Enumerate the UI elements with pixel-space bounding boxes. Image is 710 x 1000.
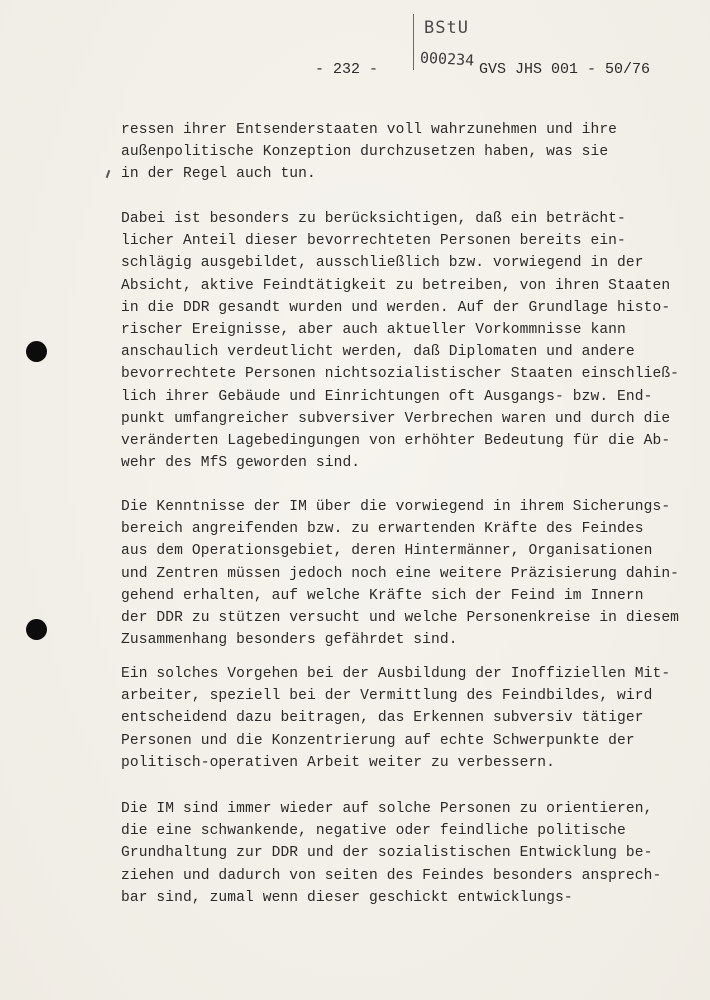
text-line: wehr des MfS geworden sind. <box>121 455 361 472</box>
text-line: veränderten Lagebedingungen von erhöhter Bedeutung für die Ab- <box>121 432 671 449</box>
paragraph-1 <box>121 119 691 186</box>
text-line: politisch-operativen Arbeit weiter zu verbessern. <box>121 754 556 771</box>
text-line: aus dem Operationsgebiet, deren Hintermänner, Organisationen <box>121 543 653 560</box>
text-line: anschaulich verdeutlicht werden, daß Diplomaten und andere <box>121 344 635 361</box>
text-line: Absicht, aktive Feindtätigkeit zu betreiben, von ihren Staaten <box>121 277 671 294</box>
text-line: in der Regel auch tun. <box>121 166 316 183</box>
text-line: Grundhaltung zur DDR und der sozialistischen Entwicklung be- <box>121 845 653 862</box>
text-line: ziehen und dadurch von seiten des Feindes besonders ansprech- <box>121 867 662 884</box>
text-line: Dabei ist besonders zu berücksichtigen, daß ein beträcht- <box>121 211 626 227</box>
text-line: lich ihrer Gebäude und Einrichtungen oft Ausgangs- bzw. End- <box>121 388 653 405</box>
text-line: ressen ihrer Entsenderstaaten voll wahrzunehmen und ihre <box>121 122 618 138</box>
text-line: der DDR zu stützen versucht und welche Personenkreise in diesem <box>121 609 680 626</box>
text-line: Die Kenntnisse der IM über die vorwiegend in ihrem Sicherungs- <box>121 499 671 515</box>
archive-page-number: 000234 <box>419 48 475 70</box>
text-line: punkt umfangreicher subversiver Verbrechen waren und durch die <box>121 410 671 427</box>
text-line: rischer Ereignisse, aber auch aktueller Vorkommnisse kann <box>121 321 626 338</box>
stamp-divider <box>413 14 414 70</box>
archive-stamp: BStU <box>424 18 469 38</box>
text-line: arbeiter, speziell bei der Vermittlung des Feindbildes, wird <box>121 688 653 705</box>
text-line: bar sind, zumal wenn dieser geschickt entwicklungs- <box>121 889 573 906</box>
punch-hole-icon <box>26 619 47 640</box>
text-line: schlägig ausgebildet, ausschließlich bzw. vorwiegend in der <box>121 255 644 272</box>
text-line: bevorrechtete Personen nichtsozialistischer Staaten einschließ- <box>121 366 680 383</box>
paragraph-3 <box>121 496 691 651</box>
text-line: in die DDR gesandt wurden und werden. Auf der Grundlage histo- <box>121 299 671 316</box>
document-reference: GVS JHS 001 - 50/76 <box>479 61 651 78</box>
text-line: Die IM sind immer wieder auf solche Personen zu orientieren, <box>121 801 653 817</box>
paragraph-2 <box>121 208 691 474</box>
text-line: gehend erhalten, auf welche Kräfte sich der Feind im Innern <box>121 587 644 604</box>
margin-mark <box>106 170 111 178</box>
paragraph-4 <box>121 663 691 774</box>
text-line: entscheidend dazu beitragen, das Erkennen subversiv tätiger <box>121 710 644 727</box>
page-number: - 232 - <box>315 61 379 78</box>
text-line: und Zentren müssen jedoch noch eine weitere Präzisierung dahin- <box>121 565 680 582</box>
text-line: Zusammenhang besonders gefährdet sind. <box>121 632 458 649</box>
text-line: die eine schwankende, negative oder feindliche politische <box>121 823 626 840</box>
text-line: Ein solches Vorgehen bei der Ausbildung der Inoffiziellen Mit- <box>121 666 671 682</box>
text-line: außenpolitische Konzeption durchzusetzen haben, was sie <box>121 144 609 161</box>
text-line: licher Anteil dieser bevorrechteten Personen bereits ein- <box>121 233 626 250</box>
paragraph-5 <box>121 798 691 909</box>
punch-hole-icon <box>26 341 47 362</box>
text-line: Personen und die Konzentrierung auf echte Schwerpunkte der <box>121 732 635 749</box>
text-line: bereich angreifenden bzw. zu erwartenden Kräfte des Feindes <box>121 521 644 538</box>
